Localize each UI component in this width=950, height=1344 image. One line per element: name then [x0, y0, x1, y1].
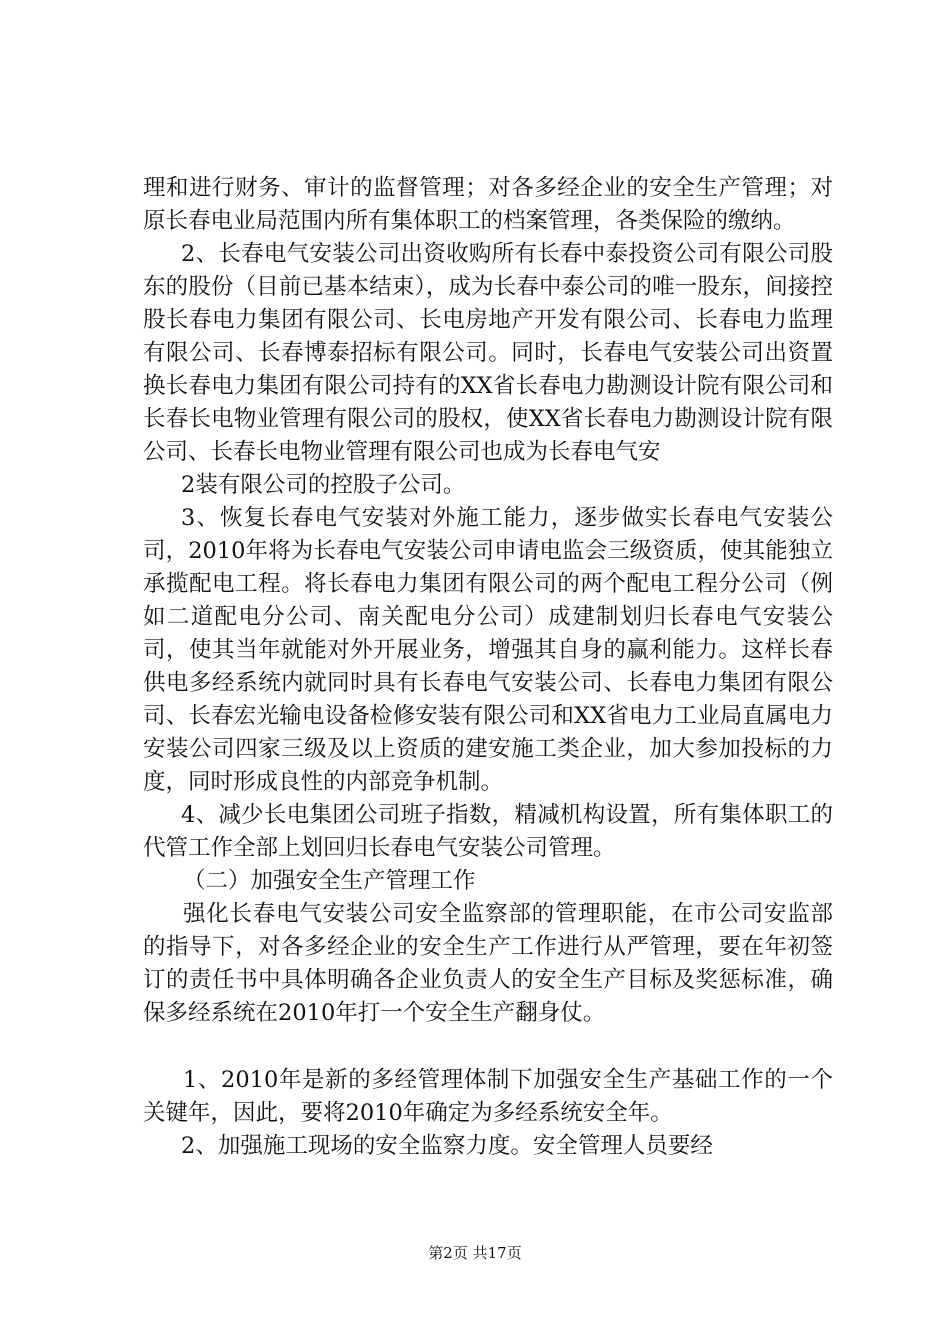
- paragraph-safety-item-1: 1、2010年是新的多经管理体制下加强安全生产基础工作的一个关键年，因此，要将2010年确定为多经系统安全年。: [143, 1067, 833, 1126]
- document-body: [143, 172, 833, 1163]
- paragraph-item-2-continued: 2装有限公司的控股子公司。: [181, 472, 466, 498]
- paragraph-safety-item-2: 2、加强施工现场的安全监察力度。安全管理人员要经: [181, 1133, 713, 1159]
- section-heading-safety: （二）加强安全生产管理工作: [183, 868, 476, 894]
- paragraph-continuation: 理和进行财务、审计的监督管理；对各多经企业的安全生产管理；对原长春电业局范围内所有集体职工的档案管理，各类保险的缴纳。: [143, 175, 833, 234]
- paragraph-item-2: 2、长春电气安装公司出资收购所有长春中泰投资公司有限公司股东的股份（目前已基本结束），成为长春中泰公司的唯一股东，间接控股长春电力集团有限公司、长电房地产开发有限公司、长春电力监理有限公司、长春博泰招标有限公司。同时，长春电气安装公司出资置换长春电力集团有限公司持有的XX省长春电力勘测设计院有限公司和长春长电物业管理有限公司的股权，使XX省长春电力勘测设计院有限公司、长春长电物业管理有限公司也成为长春电气安: [143, 241, 833, 465]
- paragraph-item-3: 3、恢复长春电气安装对外施工能力，逐步做实长春电气安装公司，2010年将为长春电气安装公司申请电监会三级资质，使其能独立承揽配电工程。将长春电力集团有限公司的两个配电工程分公司（例如二道配电分公司、南关配电分公司）成建制划归长春电气安装公司，使其当年就能对外开展业务，增强其自身的赢利能力。这样长春供电多经系统内就同时具有长春电气安装公司、长春电力集团有限公司、长春宏光输电设备检修安装有限公司和XX省电力工业局直属电力安装公司四家三级及以上资质的建安施工类企业，加大参加投标的力度，同时形成良性的内部竞争机制。: [143, 505, 833, 795]
- paragraph-safety-intro: 强化长春电气安装公司安全监察部的管理职能，在市公司安监部的指导下，对各多经企业的安全生产工作进行从严管理，要在年初签订的责任书中具体明确各企业负责人的安全生产目标及奖惩标准，确保多经系统在2010年打一个安全生产翻身仗。: [143, 901, 833, 1026]
- page-number-footer: 第2页 共17页: [428, 1244, 522, 1262]
- paragraph-item-4: 4、减少长电集团公司班子指数，精减机构设置，所有集体职工的代管工作全部上划回归长春电气安装公司管理。: [143, 802, 833, 861]
